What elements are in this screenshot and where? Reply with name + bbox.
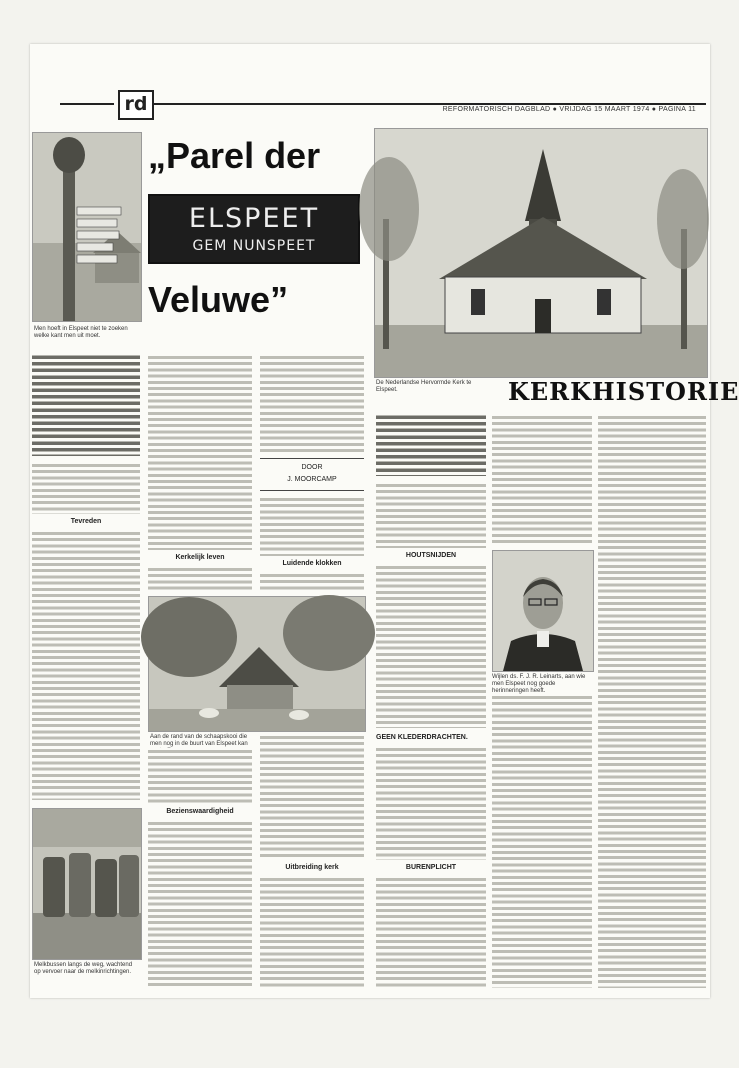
newspaper-page <box>30 44 739 998</box>
portrait-photo <box>492 550 594 672</box>
sidebar-column-1 <box>376 482 486 548</box>
article-column-2 <box>148 354 252 550</box>
sidebar-column-2 <box>492 414 592 544</box>
sidebar-column-2-part-2 <box>492 694 592 988</box>
article-column-2-part-2 <box>148 566 252 590</box>
sheep-photo <box>148 596 366 732</box>
byline-door: DOOR <box>301 464 323 471</box>
signpost-caption: Men hoeft in Elspeet niet te zoeken welke kant men uit moet. <box>34 326 128 339</box>
sidebar-headline: KERKHISTORIE <box>508 377 739 406</box>
sidebar-lead <box>376 414 486 476</box>
headline-sign-municipality: GEM NUNSPEET <box>192 238 316 254</box>
article-column-3-part-2 <box>260 496 364 556</box>
subhead-burenplicht: BURENPLICHT <box>405 864 457 871</box>
headline-sign-place: ELSPEET <box>188 203 320 234</box>
church-photo <box>374 128 708 378</box>
headline-line-1: „Parel der <box>148 135 321 176</box>
subhead-houtsnijden: HOUTSNIJDEN <box>405 552 457 559</box>
subhead-luidende-klokken: Luidende klokken <box>282 560 342 567</box>
sheep-illustration <box>149 597 365 731</box>
milk-cans-photo <box>32 808 142 960</box>
byline-rule <box>260 490 364 491</box>
subhead-geen-klederdrachten: GEEN KLEDERDRACHTEN. <box>376 734 468 741</box>
masthead-dateline: REFORMATORISCH DAGBLAD ● VRIJDAG 15 MAART 1974 ● PAGINA 11 <box>442 106 696 113</box>
newspaper-logo: rd <box>118 90 154 120</box>
milk-cans-caption: Melkbussen langs de weg, wachtend op vervoer naar de melkinrichtingen. <box>34 962 133 975</box>
portrait-caption: Wijlen ds. F. J. R. Leinarts, aan wie men Elspeet nog goede herinneringen heeft. <box>492 674 586 694</box>
subhead-tevreden: Tevreden <box>70 518 102 525</box>
milk-cans-illustration <box>33 809 141 959</box>
article-column-3-part-5 <box>260 876 364 988</box>
article-column-3-part-3 <box>260 572 364 590</box>
byline-author: J. MOORCAMP <box>287 476 337 483</box>
article-column-1-part-2 <box>32 530 140 800</box>
article-column-1 <box>32 462 140 514</box>
signpost-illustration <box>33 133 141 321</box>
signpost-photo <box>32 132 142 322</box>
sidebar-column-1-part-2 <box>376 564 486 728</box>
article-column-2-part-4 <box>148 820 252 988</box>
article-column-2-part-3 <box>148 748 252 804</box>
headline-sign <box>148 194 360 264</box>
subhead-kerkelijk-leven: Kerkelijk leven <box>175 554 225 561</box>
sheep-caption: Aan de rand van de schaapskooi die men nog in de buurt van Elspeet kan <box>150 734 248 747</box>
church-illustration <box>375 129 707 377</box>
article-lead <box>32 354 140 456</box>
headline-line-2: Veluwe” <box>148 279 289 320</box>
church-caption: De Nederlandse Hervormde Kerk te Elspeet. <box>376 380 472 393</box>
subhead-uitbreiding-kerk: Uitbreiding kerk <box>285 864 339 871</box>
sidebar-column-1-part-4 <box>376 876 486 988</box>
masthead-rule <box>60 103 114 105</box>
sidebar-column-1-part-3 <box>376 746 486 860</box>
article-column-3-part-4 <box>260 734 364 860</box>
subhead-bezienswaardigheid: Bezienswaardigheid <box>166 808 234 815</box>
sidebar-column-3 <box>598 414 706 988</box>
portrait-illustration <box>493 551 593 671</box>
article-column-3 <box>260 354 364 452</box>
masthead-rule <box>154 103 706 105</box>
byline-rule <box>260 458 364 459</box>
